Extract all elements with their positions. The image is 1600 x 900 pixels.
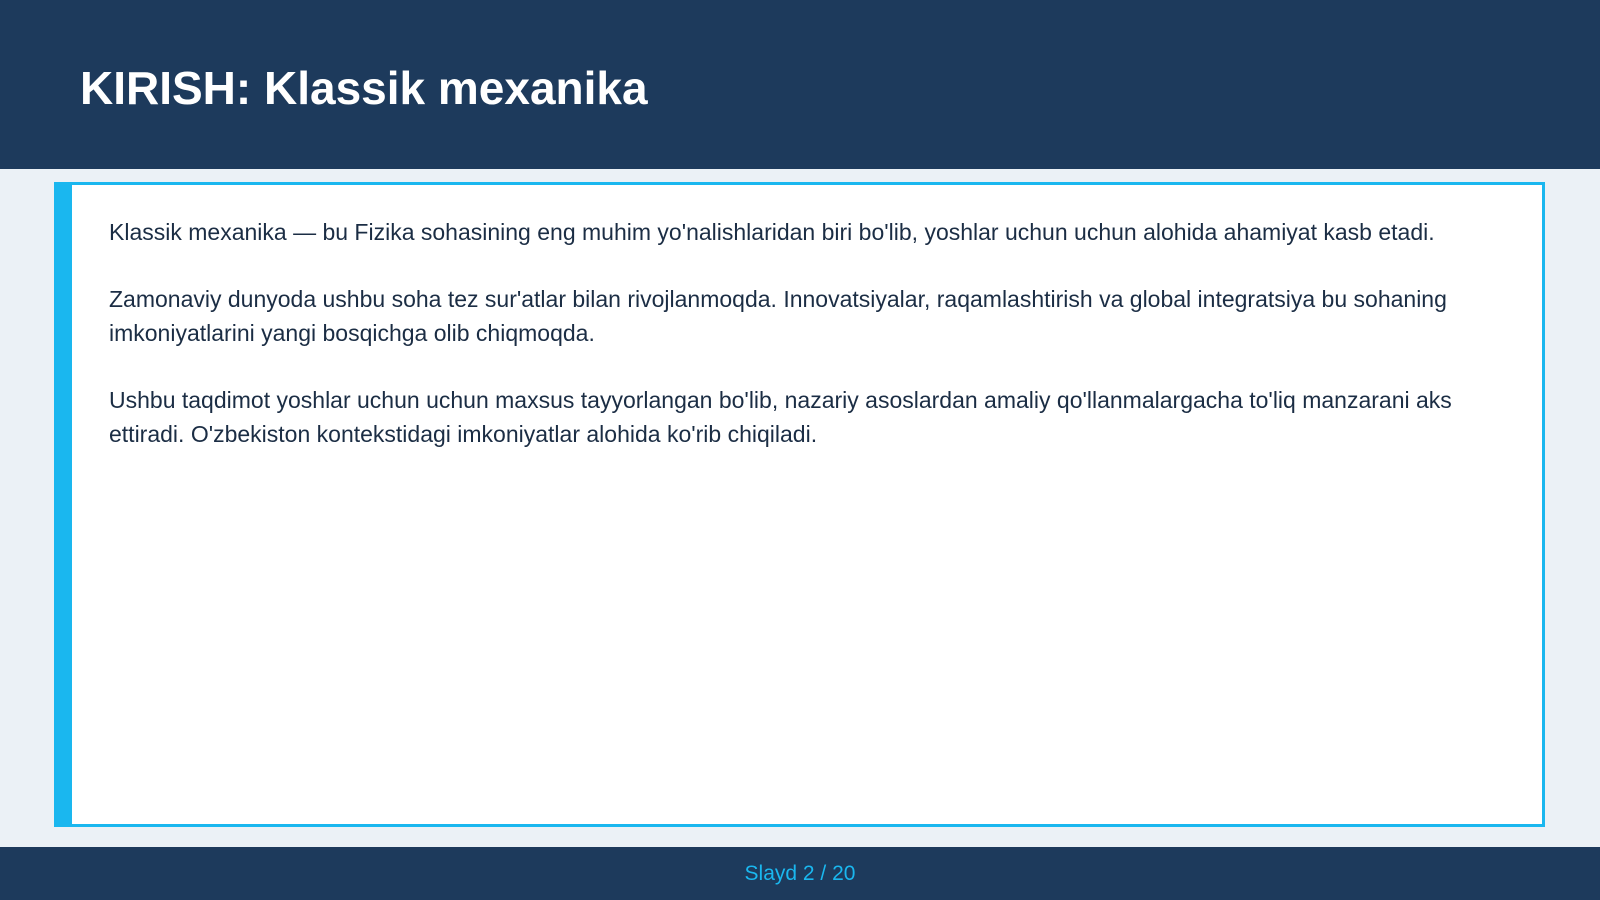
paragraph-intro: Klassik mexanika — bu Fizika sohasining eng muhim yo'nalishlaridan biri bo'lib, yoshlar uchun uchun alohida ahamiyat kasb etadi. — [109, 219, 1435, 245]
slide-footer — [0, 847, 1600, 900]
slide-counter: Slayd 2 / 20 — [744, 862, 856, 885]
paragraph-presentation-scope: Ushbu taqdimot yoshlar uchun uchun maxsus tayyorlangan bo'lib, nazariy asoslardan amaliy qo'llanmalargacha to'liq manzarani aks ettiradi. O'zbekiston kontekstidagi imkoniyatlar alohida ko'rib chiqiladi. — [109, 387, 1452, 447]
paragraph-modern-world: Zamonaviy dunyoda ushbu soha tez sur'atlar bilan rivojlanmoqda. Innovatsiyalar, raqamlashtirish va global integratsiya bu sohaning imkoniyatlarini yangi bosqichga olib chiqmoqda. — [109, 286, 1447, 346]
slide-header — [0, 0, 1600, 169]
content-body — [109, 215, 1499, 484]
slide-title: KIRISH: Klassik mexanika — [80, 62, 648, 114]
content-card — [54, 182, 1545, 827]
